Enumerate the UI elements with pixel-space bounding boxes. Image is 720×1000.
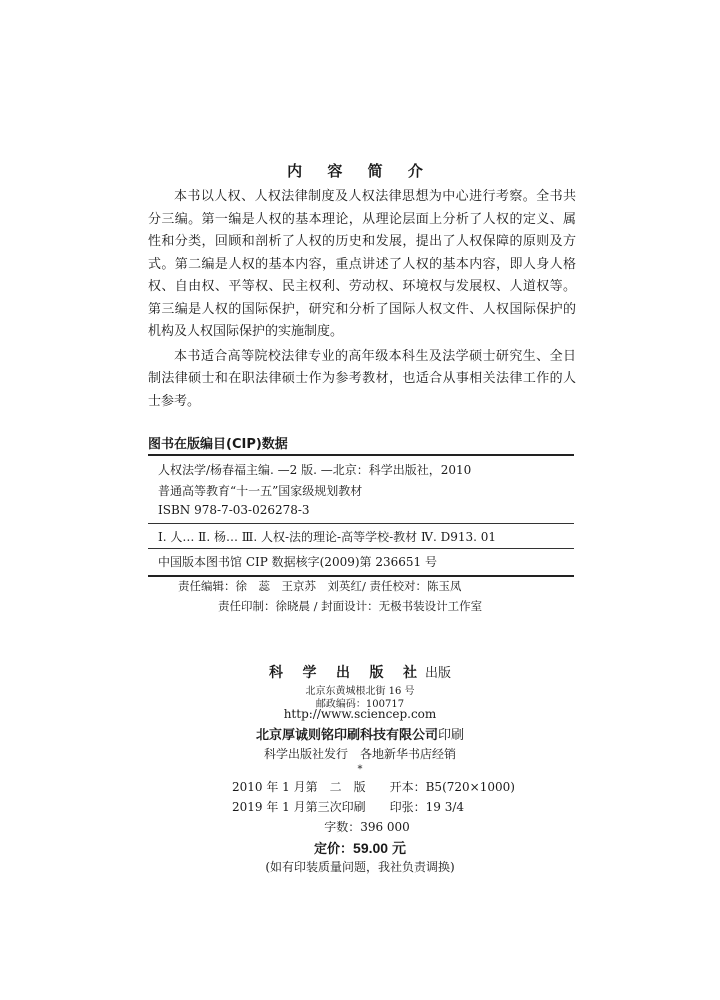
cip-record-line: 中国版本图书馆 CIP 数据核字(2009)第 236651 号	[158, 555, 437, 569]
publisher-website: http://www.sciencep.com	[283, 707, 437, 721]
edition-line: 2010 年 1 月第 二 版 开本：B5(720×1000)	[232, 780, 515, 794]
price-line	[0, 838, 720, 858]
quality-notice: (如有印装质量问题，我社负责调换)	[265, 860, 455, 874]
cip-isbn-line: ISBN 978-7-03-026278-3	[158, 503, 310, 517]
cip-divider	[148, 548, 574, 549]
credits-line-2: 责任印制：徐晓晨 / 封面设计：无极书装设计工作室	[218, 599, 483, 613]
summary-body	[148, 186, 576, 415]
publisher-postcode: 邮政编码：100717	[315, 699, 405, 710]
word-count: 字数：396 000	[324, 820, 410, 834]
credits-line-1: 责任编辑：徐 蕊 王京苏 刘英红/ 责任校对：陈玉凤	[178, 579, 462, 593]
printer-line	[0, 724, 720, 743]
summary-paragraph-2: 本书适合高等院校法律专业的高年级本科生及法学硕士研究生、全日制法律硕士和在职法律硕士作为参考教材，也适合从事相关法律工作的人士参考。	[148, 348, 576, 409]
print-line: 2019 年 1 月第三次印刷 印张：19 3/4	[232, 800, 465, 814]
price-value: 59.00 元	[353, 840, 406, 856]
publisher-name: 科 学 出 版 社	[268, 666, 425, 681]
cip-title-line: 人权法学/杨春福主编. —2 版. —北京：科学出版社，2010	[158, 463, 472, 477]
publisher-line	[0, 662, 720, 682]
cip-heading: 图书在版编目(CIP)数据	[148, 437, 288, 452]
printer-name: 北京厚诚则铭印刷科技有限公司	[255, 728, 438, 743]
cip-series-line: 普通高等教育“十一五”国家级规划教材	[158, 484, 363, 498]
price-label: 定价：	[314, 842, 354, 857]
cip-data-block	[148, 454, 574, 577]
cip-divider	[148, 523, 574, 524]
summary-heading: 内 容 简 介	[287, 162, 433, 180]
publisher-address: 北京东黄城根北街 16 号	[305, 686, 415, 697]
printer-suffix: 印刷	[438, 728, 465, 743]
cip-classification-line: Ⅰ. 人… Ⅱ. 杨… Ⅲ. 人权-法的理论-高等学校-教材 Ⅳ. D913. 01	[158, 530, 497, 544]
summary-paragraph-1: 本书以人权、人权法律制度及人权法律思想为中心进行考察。全书共分三编。第一编是人权的基本理论，从理论层面上分析了人权的定义、属性和分类，回顾和剖析了人权的历史和发展，提出了人权保障的原则及方式。第二编是人权的基本内容，重点讲述了人权的基本内容，即人身人格权、自由权、平等权、民主权利、劳动权、环境权与发展权、人道权等。第三编是人权的国际保护，研究和分析了国际人权文件、人权国际保护的机构及人权国际保护的实施制度。	[148, 189, 576, 339]
separator-asterisk: *	[357, 764, 363, 775]
publisher-suffix: 出版	[424, 666, 451, 681]
distribution-line: 科学出版社发行 各地新华书店经销	[263, 747, 456, 761]
